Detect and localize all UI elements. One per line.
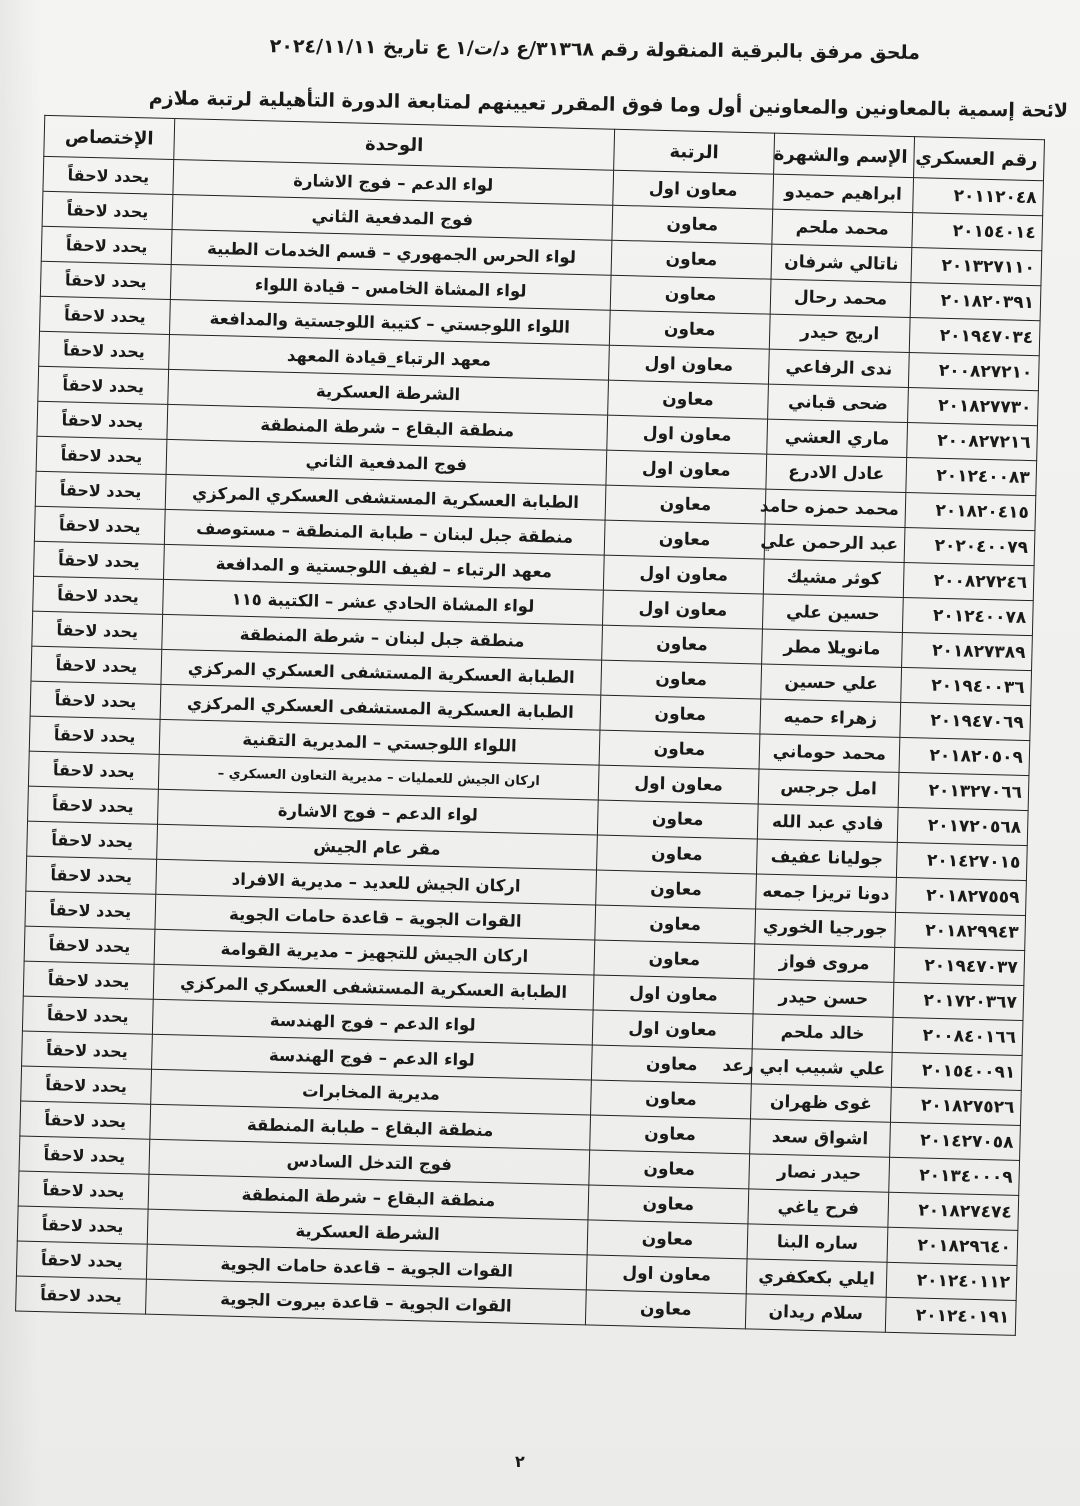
rank-cell: معاون xyxy=(590,1115,751,1154)
rank-cell: معاون xyxy=(604,520,765,559)
name-cell: محمد حمزه حامد xyxy=(765,489,906,527)
name-cell: غوى ظهران xyxy=(750,1084,891,1122)
specialty-cell: يحدد لاحقاً xyxy=(31,646,162,684)
specialty-cell: يحدد لاحقاً xyxy=(28,786,159,824)
unit-cell: الطبابة العسكرية المستشفى العسكري المركزي xyxy=(153,964,594,1010)
specialty-cell: يحدد لاحقاً xyxy=(16,1241,147,1279)
page-number: ٢ xyxy=(515,1452,525,1471)
military-number-cell: ٢٠١٥٤٠١٤ xyxy=(912,213,1043,251)
rank-cell: معاون xyxy=(608,380,769,419)
name-cell: علي حسين xyxy=(761,664,902,702)
specialty-cell: يحدد لاحقاً xyxy=(26,856,157,894)
rank-cell: معاون xyxy=(585,1290,746,1329)
unit-cell: القوات الجوية – قاعدة حامات الجوية xyxy=(146,1244,587,1290)
specialty-cell: يحدد لاحقاً xyxy=(27,821,158,859)
name-cell: خالد ملحم xyxy=(752,1014,893,1052)
military-number-cell: ٢٠١٨٢٩٦٤٠ xyxy=(887,1227,1018,1265)
military-number-cell: ٢٠١٤٢٧٠٥٨ xyxy=(890,1122,1021,1160)
header-text: ملحق مرفق بالبرقية المنقولة رقم ٣١٣٦٨/ع د/ت/١ ع تاريخ xyxy=(382,36,921,64)
unit-cell: مقر عام الجيش xyxy=(157,824,598,870)
rank-cell: معاون xyxy=(591,1045,752,1084)
military-number-cell: ٢٠١٢٤٠٠٧٨ xyxy=(902,597,1033,635)
unit-cell: معهد الرتباء – لفيف اللوجستية و المدافعة xyxy=(163,544,604,590)
name-cell: علي شبيب ابي رعد xyxy=(751,1049,892,1087)
name-cell: ساره البنا xyxy=(747,1224,888,1262)
name-cell: دونا تريزا جمعه xyxy=(756,874,897,912)
name-cell: امل جرجس xyxy=(758,769,899,807)
header-line xyxy=(160,34,920,64)
roster-table-wrap xyxy=(15,115,1074,1337)
military-number-cell: ٢٠١٣٤٠٠٠٩ xyxy=(889,1157,1020,1195)
specialty-cell: يحدد لاحقاً xyxy=(25,891,156,929)
rank-cell: معاون xyxy=(596,870,757,909)
specialty-cell: يحدد لاحقاً xyxy=(35,471,166,509)
table-body xyxy=(16,156,1044,1335)
rank-cell: معاون اول xyxy=(603,590,764,629)
name-cell: مانويلا مطر xyxy=(762,629,903,667)
unit-cell: لواء الدعم – فوج الهندسة xyxy=(152,999,593,1045)
unit-cell: لواء الحرس الجمهوري – قسم الخدمات الطبية xyxy=(171,229,612,275)
rank-cell: معاون xyxy=(599,730,760,769)
rank-cell: معاون xyxy=(612,205,773,244)
name-cell: عادل الادرع xyxy=(766,454,907,492)
rank-cell: معاون xyxy=(588,1185,749,1224)
rank-cell: معاون xyxy=(595,905,756,944)
military-number-cell: ٢٠١٨٢٧٤٧٤ xyxy=(888,1192,1019,1230)
rank-cell: معاون اول xyxy=(586,1255,747,1294)
column-header-specialty: الإختصاص xyxy=(44,115,175,159)
military-number-cell: ٢٠١٨٢٧٣٨٩ xyxy=(902,632,1033,670)
specialty-cell: يحدد لاحقاً xyxy=(19,1136,150,1174)
column-header-number: رقم العسكري xyxy=(914,137,1045,181)
header-date: ٢٠٢٤/١١/١١ xyxy=(269,35,377,59)
unit-cell: فوج التدخل السادس xyxy=(149,1139,590,1185)
specialty-cell: يحدد لاحقاً xyxy=(29,716,160,754)
specialty-cell: يحدد لاحقاً xyxy=(21,1066,152,1104)
unit-cell: لواء المشاة الخامس – قيادة اللواء xyxy=(170,264,611,310)
rank-cell: معاون اول xyxy=(598,765,759,804)
unit-cell: مديرية المخابرات xyxy=(151,1069,592,1115)
name-cell: حيدر نصار xyxy=(749,1154,890,1192)
unit-cell: الطبابة العسكرية المستشفى العسكري المركزي xyxy=(160,684,601,730)
military-number-cell: ٢٠٠٨٢٧٢١٠ xyxy=(908,353,1039,391)
name-cell: اريج حيدر xyxy=(769,314,910,352)
specialty-cell: يحدد لاحقاً xyxy=(16,1276,147,1314)
specialty-cell: يحدد لاحقاً xyxy=(40,261,171,299)
unit-cell: منطقة البقاع – شرطة المنطقة xyxy=(167,404,608,450)
specialty-cell: يحدد لاحقاً xyxy=(38,366,169,404)
name-cell: زهراء حميه xyxy=(760,699,901,737)
unit-cell: اركان الجيش للعمليات – مديرية التعاون العسكري – xyxy=(158,754,599,800)
specialty-cell: يحدد لاحقاً xyxy=(37,401,168,439)
military-number-cell: ٢٠١٨٢٧٥٥٩ xyxy=(896,877,1027,915)
name-cell: مروى فواز xyxy=(754,944,895,982)
rank-cell: معاون xyxy=(602,625,763,664)
rank-cell: معاون xyxy=(610,275,771,314)
specialty-cell: يحدد لاحقاً xyxy=(17,1206,148,1244)
rank-cell: معاون xyxy=(605,485,766,524)
unit-cell: الطبابة العسكرية المستشفى العسكري المركزي xyxy=(165,474,606,520)
name-cell: عبد الرحمن علي xyxy=(764,524,905,562)
military-number-cell: ٢٠١٧٢٠٥٦٨ xyxy=(897,807,1028,845)
military-number-cell: ٢٠٠٨٤٠١٦٦ xyxy=(892,1017,1023,1055)
unit-cell: لواء الدعم – فوج الاشارة xyxy=(173,160,614,206)
specialty-cell: يحدد لاحقاً xyxy=(28,751,159,789)
specialty-cell: يحدد لاحقاً xyxy=(34,506,165,544)
military-number-cell: ٢٠١٨٢٩٩٤٣ xyxy=(895,912,1026,950)
specialty-cell: يحدد لاحقاً xyxy=(22,1031,153,1069)
specialty-cell: يحدد لاحقاً xyxy=(23,961,154,999)
roster-table xyxy=(15,115,1045,1336)
name-cell: ماري العشي xyxy=(767,419,908,457)
rank-cell: معاون xyxy=(600,695,761,734)
unit-cell: الشرطة العسكرية xyxy=(147,1209,588,1255)
unit-cell: الطبابة العسكرية المستشفى العسكري المركزي xyxy=(161,649,602,695)
rank-cell: معاون xyxy=(591,1080,752,1119)
military-number-cell: ٢٠١٨٢٧٧٣٠ xyxy=(908,388,1039,426)
military-number-cell: ٢٠١٩٤٧٠٣٤ xyxy=(909,318,1040,356)
unit-cell: اركان الجيش للعديد – مديرية الافراد xyxy=(156,859,597,905)
unit-cell: منطقة جبل لبنان – طبابة المنطقة – مستوصف xyxy=(164,509,605,555)
military-number-cell: ٢٠١٩٤٧٠٦٩ xyxy=(900,702,1031,740)
unit-cell: لواء الدعم – فوج الاشارة xyxy=(158,789,599,835)
rank-cell: معاون xyxy=(611,240,772,279)
name-cell: اشواق سعد xyxy=(750,1119,891,1157)
unit-cell: الشرطة العسكرية xyxy=(168,369,609,415)
military-number-cell: ٢٠١٧٢٠٣٦٧ xyxy=(893,982,1024,1020)
specialty-cell: يحدد لاحقاً xyxy=(30,681,161,719)
unit-cell: لواء المشاة الحادي عشر – الكتيبة ١١٥ xyxy=(163,579,604,625)
document-title: لائحة إسمية بالمعاونين والمعاونين أول وما فوق المقرر تعيينهم لمتابعة الدورة التأهيلية لرتبة ملازم xyxy=(148,87,1069,122)
specialty-cell: يحدد لاحقاً xyxy=(40,296,171,334)
name-cell: سلام ريدان xyxy=(745,1294,886,1332)
military-number-cell: ٢٠٠٨٢٧٢١٦ xyxy=(907,423,1038,461)
military-number-cell: ٢٠١٥٤٠٠٩١ xyxy=(891,1052,1022,1090)
rank-cell: معاون اول xyxy=(608,345,769,384)
unit-cell: منطقة البقاع – شرطة المنطقة xyxy=(148,1174,589,1220)
unit-cell: القوات الجوية – قاعدة حامات الجوية xyxy=(155,894,596,940)
rank-cell: معاون xyxy=(601,660,762,699)
military-number-cell: ٢٠١٣٢٧١١٠ xyxy=(911,248,1042,286)
specialty-cell: يحدد لاحقاً xyxy=(42,191,173,229)
name-cell: ناتالي شرفان xyxy=(771,244,912,282)
rank-cell: معاون اول xyxy=(603,555,764,594)
military-number-cell: ٢٠١٢٤٠٠٨٣ xyxy=(906,458,1037,496)
column-header-rank: الرتبة xyxy=(614,129,775,174)
unit-cell: اللواء اللوجستي – المديرية التقنية xyxy=(159,719,600,765)
rank-cell: معاون اول xyxy=(607,415,768,454)
name-cell: محمد حوماني xyxy=(759,734,900,772)
name-cell: ابراهيم حميدو xyxy=(773,174,914,212)
rank-cell: معاون اول xyxy=(593,975,754,1014)
name-cell: حسن حيدر xyxy=(753,979,894,1017)
military-number-cell: ٢٠١١٢٠٤٨ xyxy=(913,178,1044,216)
name-cell: محمد رحال xyxy=(770,279,911,317)
specialty-cell: يحدد لاحقاً xyxy=(24,926,155,964)
unit-cell: معهد الرتباء_قيادة المعهد xyxy=(169,334,610,380)
specialty-cell: يحدد لاحقاً xyxy=(39,331,170,369)
name-cell: جورجيا الخوري xyxy=(755,909,896,947)
military-number-cell: ٢٠١٨٢٠٣٩١ xyxy=(910,283,1041,321)
rank-cell: معاون xyxy=(587,1220,748,1259)
specialty-cell: يحدد لاحقاً xyxy=(43,156,174,194)
specialty-cell: يحدد لاحقاً xyxy=(36,436,167,474)
specialty-cell: يحدد لاحقاً xyxy=(34,541,165,579)
unit-cell: القوات الجوية – قاعدة بيروت الجوية xyxy=(146,1279,587,1325)
name-cell: ايلي بكعكفري xyxy=(746,1259,887,1297)
rank-cell: معاون xyxy=(597,800,758,839)
military-number-cell: ٢٠١٩٤٠٠٣٦ xyxy=(901,667,1032,705)
military-number-cell: ٢٠٢٠٤٠٠٧٩ xyxy=(904,527,1035,565)
specialty-cell: يحدد لاحقاً xyxy=(41,226,172,264)
rank-cell: معاون اول xyxy=(606,450,767,489)
military-number-cell: ٢٠٠٨٢٧٢٤٦ xyxy=(903,562,1034,600)
name-cell: حسين علي xyxy=(762,594,903,632)
rank-cell: معاون اول xyxy=(613,170,774,209)
column-header-name: الإسم والشهرة xyxy=(774,133,915,177)
military-number-cell: ٢٠١٤٢٧٠١٥ xyxy=(896,842,1027,880)
name-cell: فادي عبد الله xyxy=(757,804,898,842)
military-number-cell: ٢٠١٢٤٠١٩١ xyxy=(885,1297,1016,1335)
unit-cell: اركان الجيش للتجهيز – مديرية القوامة xyxy=(154,929,595,975)
military-number-cell: ٢٠١٨٢٧٥٢٦ xyxy=(890,1087,1021,1125)
name-cell: جوليانا عفيف xyxy=(756,839,897,877)
military-number-cell: ٢٠١٣٢٧٠٦٦ xyxy=(898,772,1029,810)
name-cell: ضحى قباني xyxy=(768,384,909,422)
rank-cell: معاون اول xyxy=(592,1010,753,1049)
unit-cell: فوج المدفعية الثاني xyxy=(166,439,607,485)
name-cell: فرح ياغي xyxy=(748,1189,889,1227)
unit-cell: لواء الدعم – فوج الهندسة xyxy=(152,1034,593,1080)
specialty-cell: يحدد لاحقاً xyxy=(32,611,163,649)
unit-cell: منطقة البقاع – طبابة المنطقة xyxy=(150,1104,591,1150)
name-cell: ندى الرفاعي xyxy=(768,349,909,387)
specialty-cell: يحدد لاحقاً xyxy=(33,576,164,614)
name-cell: محمد ملحم xyxy=(772,209,913,247)
military-number-cell: ٢٠١٨٢٠٤١٥ xyxy=(905,492,1036,530)
specialty-cell: يحدد لاحقاً xyxy=(20,1101,151,1139)
rank-cell: معاون xyxy=(609,310,770,349)
military-number-cell: ٢٠١٩٤٧٠٣٧ xyxy=(894,947,1025,985)
column-header-unit: الوحدة xyxy=(174,119,615,171)
name-cell: كوثر مشيك xyxy=(763,559,904,597)
rank-cell: معاون xyxy=(597,835,758,874)
military-number-cell: ٢٠١٢٤٠١١٢ xyxy=(886,1262,1017,1300)
unit-cell: منطقة جبل لبنان – شرطة المنطقة xyxy=(162,614,603,660)
unit-cell: اللواء اللوجستي – كتيبة اللوجستية والمدافعة xyxy=(169,299,610,345)
rank-cell: معاون xyxy=(589,1150,750,1189)
military-number-cell: ٢٠١٨٢٠٥٠٩ xyxy=(899,737,1030,775)
rank-cell: معاون xyxy=(594,940,755,979)
unit-cell: فوج المدفعية الثاني xyxy=(172,195,613,241)
specialty-cell: يحدد لاحقاً xyxy=(18,1171,149,1209)
specialty-cell: يحدد لاحقاً xyxy=(22,996,153,1034)
